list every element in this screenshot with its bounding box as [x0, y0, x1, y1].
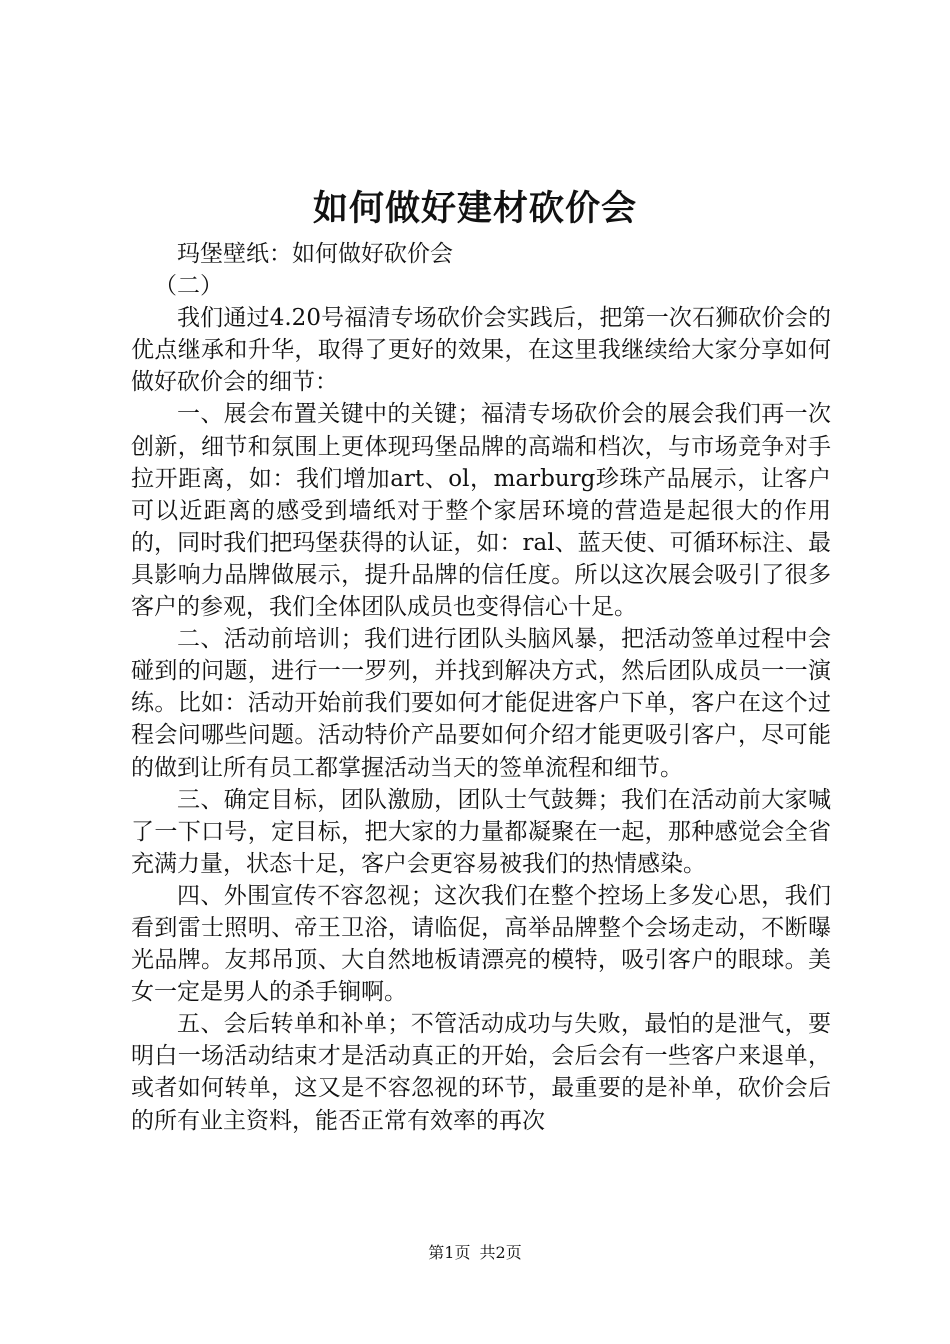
- paragraph-section-5: 五、会后转单和补单；不管活动成功与失败，最怕的是泄气，要明白一场活动结束才是活动真正的开始，会后会有一些客户来退单，或者如何转单，这又是不容忽视的环节，最重要的是补单，砍价会后的所有业主资料，能否正常有效率的再次: [131, 1011, 831, 1134]
- page-total: 共2页: [479, 1243, 522, 1262]
- paragraph-section-3: 三、确定目标，团队激励，团队士气鼓舞；我们在活动前大家喊了一下口号，定目标，把大家的力量都凝聚在一起，那种感觉会全省充满力量，状态十足，客户会更容易被我们的热情感染。: [131, 786, 831, 877]
- page-number: 第1页: [428, 1243, 471, 1262]
- subtitle-line: 玛堡壁纸：如何做好砍价会: [177, 241, 453, 267]
- paragraph-section-4: 四、外围宣传不容忽视；这次我们在整个控场上多发心思，我们看到雷士照明、帝王卫浴，请临促，高举品牌整个会场走动，不断曝光品牌。友邦吊顶、大自然地板请漂亮的模特，吸引客户的眼球。美女一定是男人的杀手锏啊。: [131, 882, 831, 1006]
- paragraph-section-2: 二、活动前培训；我们进行团队头脑风暴，把活动签单过程中会碰到的问题，进行一一罗列，并找到解决方式，然后团队成员一一演练。比如：活动开始前我们要如何才能促进客户下单，客户在这个过程会问哪些问题。活动特价产品要如何介绍才能更吸引客户，尽可能的做到让所有员工都掌握活动当天的签单流程和细节。: [131, 626, 831, 781]
- document-title: 如何做好建材砍价会: [312, 188, 637, 229]
- intro-paragraph: 我们通过4.20号福清专场砍价会实践后，把第一次石狮砍价会的优点继承和升华，取得了更好的效果，在这里我继续给大家分享如何做好砍价会的细节：: [131, 305, 831, 396]
- page-footer: [0, 1242, 950, 1264]
- section-marker: （二）: [154, 273, 223, 300]
- document-body: [131, 238, 831, 1137]
- paragraph-section-1: 一、展会布置关键中的关键；福清专场砍价会的展会我们再一次创新，细节和氛围上更体现玛堡品牌的高端和档次，与市场竞争对手拉开距离，如：我们增加art、ol，marburg珍珠产品展示，让客户可以近距离的感受到墙纸对于整个家居环境的营造是起很大的作用的，同时我们把玛堡获得的认证，如：ral、蓝天使、可循环标注、最具影响力品牌做展示，提升品牌的信任度。所以这次展会吸引了很多客户的参观，我们全体团队成员也变得信心十足。: [131, 401, 831, 621]
